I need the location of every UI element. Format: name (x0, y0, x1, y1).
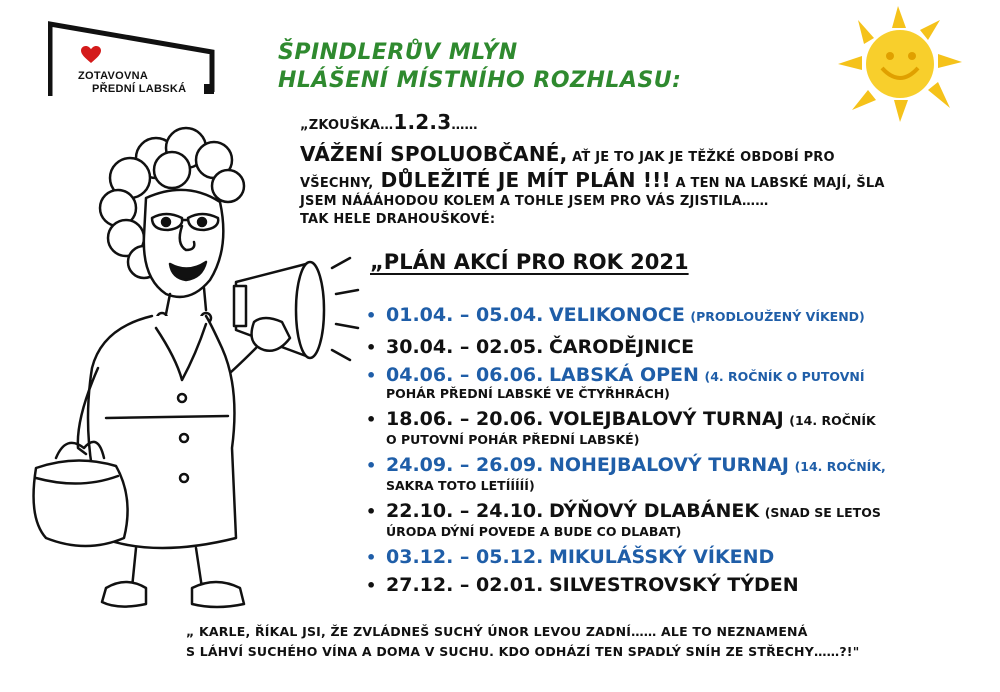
event-bullet: • (366, 456, 377, 475)
event-bullet: • (366, 410, 377, 429)
event-name: ČARODĚJNICE (548, 336, 695, 358)
logo (48, 18, 218, 98)
intro-line2 (300, 142, 835, 166)
event-bullet: • (366, 366, 377, 385)
intro-line4: JSEM NÁÁÁHODOU KOLEM A TOHLE JSEM PRO VÁS ZJISTILA…… (300, 194, 769, 209)
intro-test-tail: …… (451, 118, 478, 133)
plan-title: „PLÁN AKCÍ PRO ROK 2021 (370, 250, 689, 274)
header-subtitle: HLÁŠENÍ MÍSTNÍHO ROZHLASU: (278, 68, 682, 93)
intro-test-count: 1.2.3 (393, 110, 452, 134)
event-name: LABSKÁ OPEN (548, 364, 699, 386)
event-item (366, 574, 799, 596)
event-date: 30.04. – 02.05. (386, 336, 544, 358)
event-note-continuation: O PUTOVNÍ POHÁR PŘEDNÍ LABSKÉ) (386, 432, 640, 447)
sun-icon (836, 4, 966, 124)
event-name: VELIKONOCE (548, 304, 685, 326)
intro-test-prefix: „ZKOUŠKA… (300, 118, 394, 133)
event-date: 04.06. – 06.06. (386, 364, 544, 386)
intro-line3 (300, 168, 885, 192)
event-date: 24.09. – 26.09. (386, 454, 544, 476)
event-item (366, 454, 886, 476)
event-name: NOHEJBALOVÝ TURNAJ (548, 454, 789, 476)
event-name: SILVESTROVSKÝ TÝDEN (548, 574, 799, 596)
event-note: (PRODLOUŽENÝ VÍKEND) (690, 309, 865, 324)
event-bullet: • (366, 338, 377, 357)
event-name: VOLEJBALOVÝ TURNAJ (548, 408, 784, 430)
event-bullet: • (366, 502, 377, 521)
event-name: MIKULÁŠSKÝ VÍKEND (548, 546, 775, 568)
event-note: (4. ROČNÍK O PUTOVNÍ (704, 369, 865, 384)
logo-name-line1: ZOTAVOVNA (78, 70, 149, 82)
event-item (366, 408, 876, 430)
event-note: (14. ROČNÍK (789, 413, 876, 428)
footer-line1: „ KARLE, ŘÍKAL JSI, ŽE ZVLÁDNEŠ SUCHÝ ÚNOR LEVOU ZADNÍ…… ALE TO NEZNAMENÁ (186, 624, 808, 639)
event-item (366, 336, 694, 358)
event-date: 18.06. – 20.06. (386, 408, 544, 430)
event-date: 22.10. – 24.10. (386, 500, 544, 522)
event-date: 03.12. – 05.12. (386, 546, 544, 568)
intro-emphasis: DŮLEŽITÉ JE MÍT PLÁN !!! (373, 168, 671, 192)
event-note-continuation: SAKRA TOTO LETÍÍÍÍÍ) (386, 478, 535, 493)
header-title: ŠPINDLERŮV MLÝN (278, 40, 518, 65)
intro-line3-tail: A TEN NA LABSKÉ MAJÍ, ŠLA (670, 176, 885, 191)
grandma-megaphone-illustration (6, 118, 366, 618)
event-name: DÝŇOVÝ DLABÁNEK (548, 500, 760, 522)
heart-icon (81, 46, 101, 64)
event-date: 01.04. – 05.04. (386, 304, 544, 326)
intro-line3-head: VŠECHNY, (300, 176, 374, 191)
event-bullet: • (366, 576, 377, 595)
event-note-continuation: POHÁR PŘEDNÍ LABSKÉ VE ČTYŘHRÁCH) (386, 386, 670, 401)
event-item (366, 500, 881, 522)
logo-name-line2: PŘEDNÍ LABSKÁ (92, 83, 187, 95)
intro-line5: TAK HELE DRAHOUŠKOVÉ: (300, 212, 496, 227)
event-bullet: • (366, 306, 377, 325)
event-item (366, 546, 774, 568)
event-date: 27.12. – 02.01. (386, 574, 544, 596)
event-note: (14. ROČNÍK, (794, 459, 886, 474)
event-item (366, 364, 865, 386)
event-bullet: • (366, 548, 377, 567)
intro-greeting: VÁŽENÍ SPOLUOBČANÉ, (300, 142, 568, 166)
event-item (366, 304, 865, 326)
event-note-continuation: ÚRODA DÝNÍ POVEDE A BUDE CO DLABAT) (386, 524, 682, 539)
footer-line2: S LÁHVÍ SUCHÉHO VÍNA A DOMA V SUCHU. KDO ODHÁZÍ TEN SPADLÝ SNÍH ZE STŘECHY……?!" (186, 644, 860, 659)
intro-line2-tail: AŤ JE TO JAK JE TĚŽKÉ OBDOBÍ PRO (567, 150, 835, 165)
event-note: (SNAD SE LETOS (764, 505, 881, 520)
